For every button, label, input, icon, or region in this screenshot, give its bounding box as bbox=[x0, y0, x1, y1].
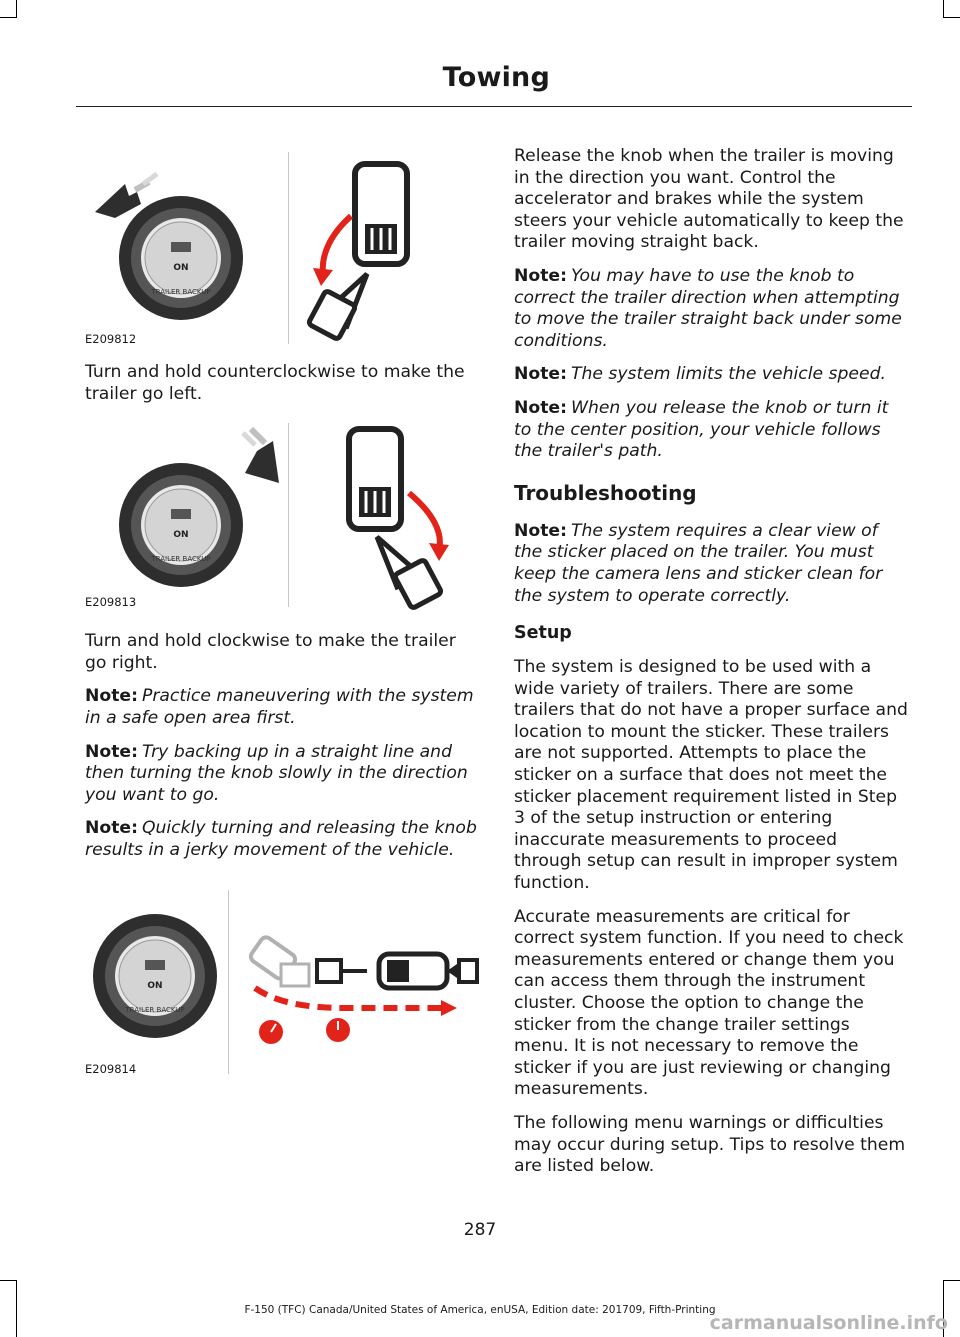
figure-2-illustration bbox=[85, 417, 480, 613]
note-text: Try backing up in a straight line and then turning the knob slowly in the direction you want to go. bbox=[85, 741, 468, 805]
crop-mark-top-right-h bbox=[943, 17, 960, 18]
figure-1-illustration bbox=[85, 146, 480, 350]
troubleshooting-heading: Troubleshooting bbox=[514, 480, 697, 505]
crop-mark-top-right-v bbox=[943, 0, 944, 18]
note-backing-up bbox=[85, 742, 480, 807]
figure-1-id: E209812 bbox=[85, 332, 137, 346]
clockwise-arrow-icon bbox=[243, 429, 279, 483]
note-correct-direction bbox=[514, 266, 909, 352]
note-label: Note: bbox=[85, 686, 138, 707]
figure-1-caption: Turn and hold counterclockwise to make the trailer go left. bbox=[85, 362, 465, 404]
truck-trailer-straight-icon bbox=[249, 935, 477, 1044]
setup-heading: Setup bbox=[514, 623, 572, 644]
figure-3-divider bbox=[228, 890, 229, 1074]
watermark: carmanualsonline.info bbox=[709, 1312, 948, 1334]
left-column bbox=[85, 146, 480, 1080]
note-clear-view bbox=[514, 521, 909, 607]
setup-paragraph: The following menu warnings or difficulties may occur during setup. Tips to resolve them are listed below. bbox=[514, 1112, 906, 1177]
note-label: Note: bbox=[85, 818, 138, 839]
note-text: The system requires a clear view of the sticker placed on the trailer. You must keep the camera lens and sticker clean for the system to operate correctly. bbox=[514, 520, 883, 606]
knob-on-label: ON bbox=[173, 530, 189, 541]
note-practice bbox=[85, 686, 480, 729]
right-column bbox=[514, 146, 909, 1190]
note-text: Quickly turning and releasing the knob results in a jerky movement of the vehicle. bbox=[85, 818, 477, 860]
figure-2-caption: Turn and hold clockwise to make the trailer go right. bbox=[85, 631, 456, 673]
knob-ring-label: TRAILER BACKUP bbox=[151, 288, 211, 296]
knob-icon bbox=[93, 914, 217, 1038]
knob-icon bbox=[119, 463, 243, 587]
note-label: Note: bbox=[85, 741, 138, 762]
note-text: Practice maneuvering with the system in a safe open area first. bbox=[85, 686, 474, 728]
crop-mark-bottom-right-h bbox=[943, 1280, 960, 1281]
figure-knob-counterclockwise bbox=[85, 146, 480, 350]
figure-2-divider bbox=[288, 423, 289, 607]
knob-on-label: ON bbox=[173, 263, 189, 273]
note-text: You may have to use the knob to correct the trailer direction when attempting to move the trailer straight back under some conditions. bbox=[514, 265, 902, 351]
note-label: Note: bbox=[514, 520, 567, 541]
footer-edition-info: F-150 (TFC) Canada/United States of America, enUSA, Edition date: 201709, Fifth-Printing bbox=[244, 1304, 716, 1316]
note-label: Note: bbox=[514, 397, 567, 418]
page-number: 287 bbox=[463, 1220, 497, 1240]
truck-left-icon bbox=[308, 164, 407, 340]
intro-paragraph: Release the knob when the trailer is moving in the direction you want. Control the accelerator and brakes while the system steers your vehicle automatically to keep the trailer moving straight back. bbox=[514, 146, 904, 253]
speedometer-icon bbox=[259, 1018, 350, 1044]
note-jerky-movement bbox=[85, 818, 480, 861]
note-text: When you release the knob or turn it to the center position, your vehicle follows the trailer's path. bbox=[514, 397, 889, 462]
knob-on-label: ON bbox=[147, 980, 163, 991]
setup-paragraph: Accurate measurements are critical for correct system function. If you need to check measurements entered or change them you can access them through the instrument cluster. Choose the option to change the sticker from the change trailer settings menu. It is not necessary to remove the sticker if you are just reviewing or changing measurements. bbox=[514, 906, 904, 1100]
note-label: Note: bbox=[514, 364, 567, 385]
figure-1-divider bbox=[288, 152, 289, 344]
crop-mark-top-left-h bbox=[0, 17, 17, 18]
figure-knob-clockwise bbox=[85, 417, 480, 613]
figure-3-illustration bbox=[85, 884, 480, 1080]
note-label: Note: bbox=[514, 265, 567, 286]
crop-mark-bottom-left-h bbox=[0, 1280, 17, 1281]
note-text: The system limits the vehicle speed. bbox=[570, 364, 886, 385]
setup-paragraph: The system is designed to be used with a wide variety of trailers. There are some trailers that do not have a proper surface and location to mount the sticker. These trailers are not supported. Attempts to place the sticker on a surface that does not meet the sticker placement requirement listed in Step 3 of the setup instruction or entering inaccurate measurements to proceed through setup can result in improper system function. bbox=[514, 657, 908, 894]
page-title: Towing bbox=[442, 62, 550, 93]
figure-2-id: E209813 bbox=[85, 595, 137, 610]
knob-icon bbox=[119, 196, 243, 320]
figure-knob-straight bbox=[85, 884, 480, 1080]
crop-mark-top-left-v bbox=[16, 0, 17, 18]
knob-ring-label: TRAILER BACKUP bbox=[125, 1005, 185, 1014]
note-speed-limit bbox=[514, 364, 909, 386]
figure-3-id: E209814 bbox=[85, 1061, 137, 1076]
knob-ring-label: TRAILER BACKUP bbox=[151, 555, 211, 564]
header-rule bbox=[76, 106, 912, 107]
truck-right-icon bbox=[349, 429, 449, 609]
note-release-knob bbox=[514, 398, 909, 463]
